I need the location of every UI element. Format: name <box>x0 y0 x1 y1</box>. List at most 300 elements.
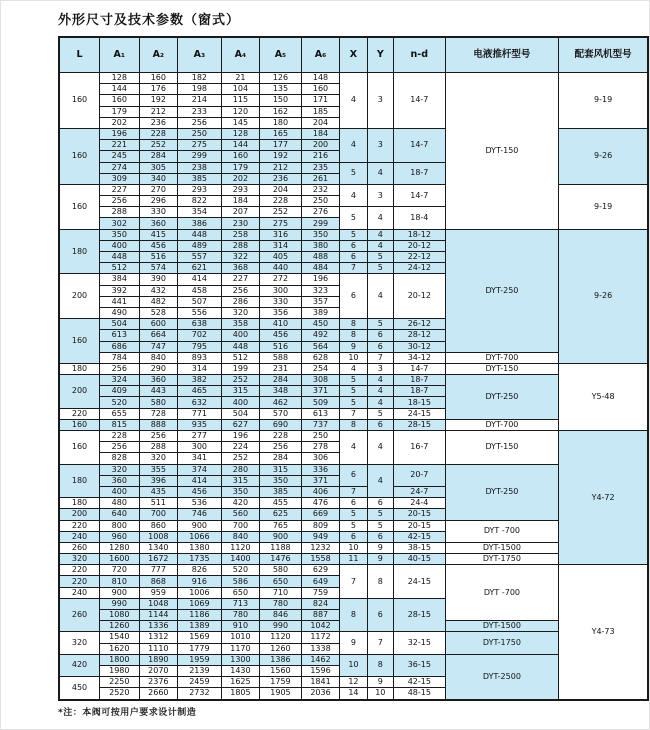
l-value: 450 <box>59 677 100 700</box>
pusher-model: DYT-1500 <box>445 542 559 553</box>
l-value: 220 <box>59 565 100 576</box>
cell: 5 <box>367 263 393 274</box>
cell: 2520 <box>100 688 140 700</box>
cell: 315 <box>221 386 260 397</box>
cell: 330 <box>260 296 302 307</box>
cell: 26-12 <box>393 319 445 330</box>
cell: 613 <box>301 408 340 419</box>
cell: 8 <box>367 654 393 676</box>
cell: 18-4 <box>393 207 445 229</box>
cell: 1280 <box>100 542 140 553</box>
cell: 9 <box>340 341 367 352</box>
cell: 277 <box>178 431 222 442</box>
l-value: 200 <box>59 509 100 520</box>
cell: 228 <box>100 431 140 442</box>
cell: 200 <box>301 140 340 151</box>
cell: 348 <box>260 386 302 397</box>
cell: 204 <box>260 184 302 195</box>
cell: 8 <box>367 565 393 599</box>
cell: 293 <box>221 184 260 195</box>
cell: 4 <box>340 431 367 465</box>
cell: 5 <box>340 207 367 229</box>
cell: 443 <box>139 386 178 397</box>
cell: 176 <box>139 84 178 95</box>
cell: 728 <box>139 408 178 419</box>
cell: 14-7 <box>393 73 445 129</box>
fan-model: 9-19 <box>559 184 648 229</box>
pusher-model: DYT-700 <box>445 352 559 363</box>
cell: 1006 <box>178 587 222 598</box>
cell: 664 <box>139 330 178 341</box>
cell: 48-15 <box>393 688 445 700</box>
cell: 204 <box>301 117 340 128</box>
l-value: 240 <box>59 587 100 598</box>
cell: 405 <box>260 252 302 263</box>
cell: 14-7 <box>393 128 445 162</box>
cell: 4 <box>367 162 393 184</box>
cell: 252 <box>221 375 260 386</box>
table-row <box>59 73 648 84</box>
cell: 162 <box>260 106 302 117</box>
cell: 288 <box>100 207 140 218</box>
cell: 777 <box>139 565 178 576</box>
cell: 1430 <box>221 665 260 676</box>
cell: 7 <box>367 632 393 654</box>
cell: 3 <box>367 363 393 374</box>
fan-model: Y4-73 <box>559 565 648 700</box>
cell: 374 <box>178 464 222 475</box>
cell: 196 <box>100 128 140 139</box>
cell: 341 <box>178 453 222 464</box>
cell: 256 <box>100 196 140 207</box>
cell: 360 <box>100 475 140 486</box>
cell: 24-12 <box>393 263 445 274</box>
fan-model: Y4-72 <box>559 431 648 565</box>
pusher-model: DYT-1750 <box>445 554 559 565</box>
cell: 990 <box>100 598 140 609</box>
cell: 4 <box>367 229 393 240</box>
cell: 1560 <box>260 665 302 676</box>
cell: 10 <box>367 688 393 700</box>
l-value: 220 <box>59 408 100 419</box>
cell: 350 <box>100 229 140 240</box>
cell: 650 <box>221 587 260 598</box>
cell: 1042 <box>301 621 340 632</box>
cell: 8 <box>340 598 367 632</box>
cell: 20-12 <box>393 240 445 251</box>
cell: 1672 <box>139 554 178 565</box>
cell: 1462 <box>301 654 340 665</box>
cell: 305 <box>139 162 178 173</box>
cell: 256 <box>221 285 260 296</box>
cell: 580 <box>260 565 302 576</box>
cell: 7 <box>340 486 367 497</box>
cell: 800 <box>100 520 140 531</box>
cell: 160 <box>139 73 178 84</box>
cell: 256 <box>139 431 178 442</box>
cell: 516 <box>139 252 178 263</box>
cell: 516 <box>260 341 302 352</box>
cell: 320 <box>139 453 178 464</box>
cell: 34-12 <box>393 352 445 363</box>
cell: 6 <box>367 419 393 430</box>
cell: 2139 <box>178 665 222 676</box>
cell: 900 <box>100 587 140 598</box>
cell: 1340 <box>139 542 178 553</box>
cell: 196 <box>301 274 340 285</box>
cell: 144 <box>221 140 260 151</box>
cell: 22-12 <box>393 252 445 263</box>
cell: 910 <box>221 621 260 632</box>
cell: 389 <box>301 307 340 318</box>
cell: 233 <box>178 106 222 117</box>
cell: 252 <box>139 140 178 151</box>
cell: 900 <box>178 520 222 531</box>
cell: 432 <box>139 285 178 296</box>
cell: 1312 <box>139 632 178 643</box>
l-value: 320 <box>59 554 100 565</box>
cell: 38-15 <box>393 542 445 553</box>
cell: 274 <box>100 162 140 173</box>
cell: 5 <box>340 397 367 408</box>
cell: 520 <box>100 397 140 408</box>
cell: 746 <box>178 509 222 520</box>
cell: 4 <box>340 73 367 129</box>
cell: 24-4 <box>393 498 445 509</box>
cell: 480 <box>100 498 140 509</box>
cell: 148 <box>301 73 340 84</box>
cell: 1620 <box>100 643 140 654</box>
cell: 1625 <box>221 677 260 688</box>
cell: 1188 <box>260 542 302 553</box>
fan-model: 9-19 <box>559 73 648 129</box>
table-row <box>59 128 648 139</box>
cell: 227 <box>100 184 140 195</box>
cell: 650 <box>260 576 302 587</box>
cell: 1779 <box>178 643 222 654</box>
cell: 4 <box>340 128 367 162</box>
cell: 1980 <box>100 665 140 676</box>
cell: 180 <box>260 117 302 128</box>
table-row <box>59 229 648 240</box>
cell: 1120 <box>221 542 260 553</box>
cell: 323 <box>301 285 340 296</box>
cell: 1600 <box>100 554 140 565</box>
cell: 21 <box>221 73 260 84</box>
cell: 1260 <box>260 643 302 654</box>
column-header-11: 配套风机型号 <box>559 37 648 73</box>
cell: 20-12 <box>393 274 445 319</box>
cell: 1476 <box>260 554 302 565</box>
cell: 512 <box>100 263 140 274</box>
cell: 5 <box>340 520 367 531</box>
column-header-8: Y <box>367 37 393 73</box>
cell: 629 <box>301 565 340 576</box>
cell: 324 <box>100 375 140 386</box>
cell: 9 <box>367 677 393 688</box>
header-row <box>59 37 648 73</box>
cell: 949 <box>301 531 340 542</box>
cell: 316 <box>260 229 302 240</box>
l-value: 320 <box>59 632 100 654</box>
cell: 42-15 <box>393 531 445 542</box>
cell: 586 <box>221 576 260 587</box>
cell: 184 <box>221 196 260 207</box>
cell: 360 <box>139 375 178 386</box>
cell: 1170 <box>221 643 260 654</box>
cell: 504 <box>100 319 140 330</box>
cell: 3 <box>367 128 393 162</box>
cell: 868 <box>139 576 178 587</box>
cell: 286 <box>221 296 260 307</box>
cell: 384 <box>100 274 140 285</box>
fan-model: 9-26 <box>559 128 648 184</box>
cell: 198 <box>178 84 222 95</box>
cell: 888 <box>139 419 178 430</box>
cell: 284 <box>260 375 302 386</box>
pusher-model: DYT-250 <box>445 464 559 520</box>
cell: 4 <box>367 397 393 408</box>
cell: 104 <box>221 84 260 95</box>
pusher-model: DYT-150 <box>445 73 559 230</box>
cell: 7 <box>367 352 393 363</box>
cell: 6 <box>367 330 393 341</box>
cell: 28-15 <box>393 419 445 430</box>
cell: 570 <box>260 408 302 419</box>
cell: 410 <box>260 319 302 330</box>
cell: 528 <box>139 307 178 318</box>
column-header-3: A₃ <box>178 37 222 73</box>
cell: 36-15 <box>393 654 445 676</box>
cell: 810 <box>100 576 140 587</box>
pusher-model: DYT-250 <box>445 375 559 420</box>
l-value: 160 <box>59 431 100 465</box>
cell: 165 <box>260 128 302 139</box>
cell: 9 <box>367 554 393 565</box>
cell: 256 <box>100 442 140 453</box>
cell: 128 <box>100 73 140 84</box>
cell: 371 <box>301 475 340 486</box>
column-header-7: X <box>340 37 367 73</box>
cell: 784 <box>100 352 140 363</box>
cell: 822 <box>178 196 222 207</box>
cell: 4 <box>340 184 367 206</box>
cell: 713 <box>221 598 260 609</box>
l-value: 180 <box>59 229 100 274</box>
cell: 450 <box>301 319 340 330</box>
l-value: 420 <box>59 654 100 676</box>
cell: 4 <box>367 431 393 465</box>
cell: 135 <box>260 84 302 95</box>
cell: 669 <box>301 509 340 520</box>
table-row <box>59 184 648 195</box>
cell: 278 <box>301 442 340 453</box>
cell: 406 <box>301 486 340 497</box>
fan-model: 9-26 <box>559 229 648 363</box>
cell: 809 <box>301 520 340 531</box>
cell: 482 <box>139 296 178 307</box>
cell: 860 <box>139 520 178 531</box>
cell: 628 <box>301 352 340 363</box>
cell: 230 <box>221 218 260 229</box>
cell: 256 <box>260 442 302 453</box>
cell: 5 <box>367 408 393 419</box>
cell: 1260 <box>100 621 140 632</box>
l-value: 220 <box>59 576 100 587</box>
cell: 4 <box>367 207 393 229</box>
pusher-model: DYT -700 <box>445 520 559 542</box>
cell: 6 <box>367 598 393 632</box>
cell: 747 <box>139 341 178 352</box>
cell: 10 <box>340 352 367 363</box>
cell: 5 <box>367 319 393 330</box>
cell: 458 <box>178 285 222 296</box>
cell: 556 <box>178 307 222 318</box>
cell: 10 <box>340 654 367 676</box>
cell: 179 <box>221 162 260 173</box>
cell: 207 <box>221 207 260 218</box>
cell: 1066 <box>178 531 222 542</box>
cell: 350 <box>221 486 260 497</box>
cell: 275 <box>260 218 302 229</box>
footnote: *注：本阀可按用户要求设计制造 <box>58 708 197 718</box>
cell: 1389 <box>178 621 222 632</box>
cell: 1841 <box>301 677 340 688</box>
cell: 1959 <box>178 654 222 665</box>
cell: 536 <box>178 498 222 509</box>
cell: 145 <box>221 117 260 128</box>
cell: 236 <box>260 173 302 184</box>
cell: 1010 <box>221 632 260 643</box>
pusher-model: DYT-2500 <box>445 654 559 699</box>
pusher-model: DYT-700 <box>445 419 559 430</box>
l-value: 160 <box>59 319 100 364</box>
cell: 8 <box>340 419 367 430</box>
cell: 192 <box>260 151 302 162</box>
cell: 350 <box>301 229 340 240</box>
cell: 392 <box>100 285 140 296</box>
cell: 1800 <box>100 654 140 665</box>
cell: 2732 <box>178 688 222 700</box>
cell: 759 <box>301 587 340 598</box>
cell: 1569 <box>178 632 222 643</box>
cell: 212 <box>260 162 302 173</box>
column-header-4: A₄ <box>221 37 260 73</box>
cell: 625 <box>260 509 302 520</box>
cell: 1380 <box>178 542 222 553</box>
cell: 512 <box>221 352 260 363</box>
cell: 960 <box>100 531 140 542</box>
cell: 272 <box>260 274 302 285</box>
cell: 737 <box>301 419 340 430</box>
cell: 1120 <box>260 632 302 643</box>
cell: 252 <box>221 453 260 464</box>
cell: 824 <box>301 598 340 609</box>
cell: 396 <box>139 475 178 486</box>
cell: 690 <box>260 419 302 430</box>
cell: 216 <box>301 151 340 162</box>
cell: 228 <box>139 128 178 139</box>
cell: 489 <box>178 240 222 251</box>
cell: 299 <box>301 218 340 229</box>
cell: 400 <box>221 397 260 408</box>
cell: 358 <box>221 319 260 330</box>
cell: 1336 <box>139 621 178 632</box>
cell: 700 <box>139 509 178 520</box>
cell: 400 <box>100 240 140 251</box>
cell: 580 <box>139 397 178 408</box>
cell: 655 <box>100 408 140 419</box>
cell: 600 <box>139 319 178 330</box>
cell: 511 <box>139 498 178 509</box>
cell: 252 <box>260 207 302 218</box>
cell: 314 <box>178 363 222 374</box>
cell: 1186 <box>178 610 222 621</box>
l-value: 180 <box>59 464 100 498</box>
cell: 5 <box>367 509 393 520</box>
cell: 160 <box>301 84 340 95</box>
cell: 322 <box>221 252 260 263</box>
cell: 1048 <box>139 598 178 609</box>
cell: 9 <box>367 542 393 553</box>
cell: 28-12 <box>393 330 445 341</box>
cell: 462 <box>260 397 302 408</box>
cell: 1890 <box>139 654 178 665</box>
cell: 250 <box>178 128 222 139</box>
cell: 300 <box>260 285 302 296</box>
cell: 6 <box>340 252 367 263</box>
cell: 6 <box>340 274 367 319</box>
l-value: 160 <box>59 419 100 430</box>
cell: 415 <box>139 229 178 240</box>
cell: 308 <box>301 375 340 386</box>
l-value: 220 <box>59 520 100 531</box>
l-value: 160 <box>59 73 100 129</box>
pusher-model: DYT-150 <box>445 363 559 374</box>
cell: 250 <box>301 431 340 442</box>
cell: 7 <box>340 263 367 274</box>
cell: 12 <box>340 677 367 688</box>
cell: 309 <box>100 173 140 184</box>
cell: 177 <box>260 140 302 151</box>
cell: 815 <box>100 419 140 430</box>
cell: 288 <box>139 442 178 453</box>
cell: 14-7 <box>393 184 445 206</box>
cell: 28-15 <box>393 598 445 632</box>
cell: 184 <box>301 128 340 139</box>
cell: 3 <box>367 184 393 206</box>
cell: 128 <box>221 128 260 139</box>
cell: 42-15 <box>393 677 445 688</box>
cell: 1080 <box>100 610 140 621</box>
cell: 1144 <box>139 610 178 621</box>
cell: 14-7 <box>393 363 445 374</box>
cell: 18-7 <box>393 386 445 397</box>
cell: 621 <box>178 263 222 274</box>
cell: 588 <box>260 352 302 363</box>
cell: 627 <box>221 419 260 430</box>
cell: 4 <box>340 363 367 374</box>
cell: 1110 <box>139 643 178 654</box>
pusher-model: DYT-1500 <box>445 621 559 632</box>
cell: 990 <box>260 621 302 632</box>
cell: 314 <box>260 240 302 251</box>
cell: 24-15 <box>393 565 445 599</box>
cell: 441 <box>100 296 140 307</box>
cell: 14 <box>340 688 367 700</box>
cell: 20-7 <box>393 464 445 486</box>
cell: 780 <box>221 610 260 621</box>
